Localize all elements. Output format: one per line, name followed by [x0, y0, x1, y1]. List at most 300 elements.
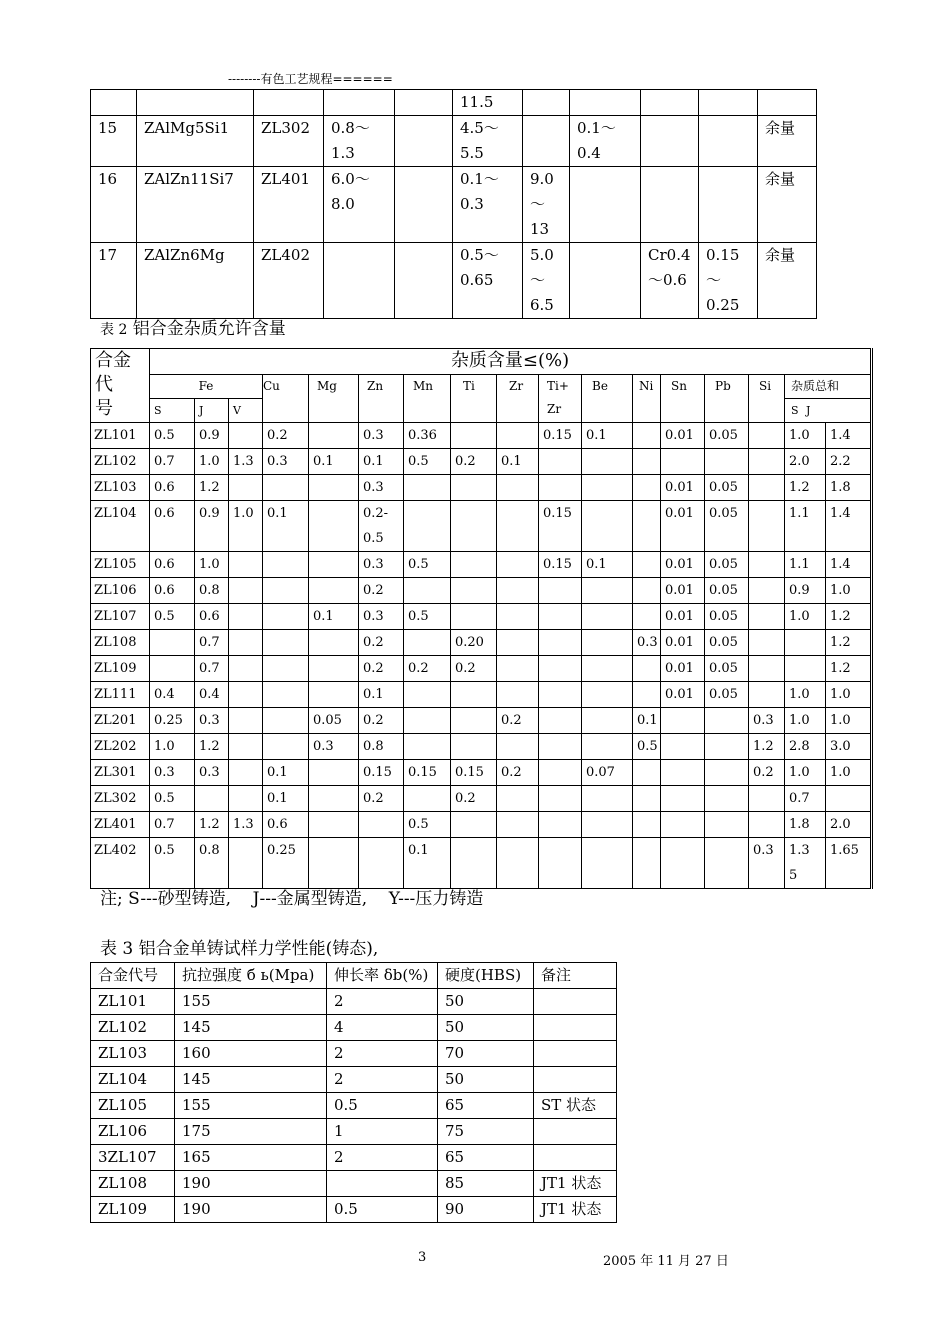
table-cell: 190: [175, 1197, 327, 1223]
table-cell: [749, 812, 785, 838]
table-cell: ZL102: [91, 1015, 175, 1041]
table-cell: [451, 552, 497, 578]
table-cell: [633, 682, 661, 708]
table-cell: [749, 786, 785, 812]
table-cell: [633, 812, 661, 838]
table-cell: [534, 1041, 617, 1067]
table-cell: 190: [175, 1171, 327, 1197]
table-cell: 1.2: [826, 630, 872, 656]
table-cell: 0.3: [359, 604, 404, 630]
table-cell: 0.1: [309, 449, 359, 475]
table-cell: 1: [327, 1119, 438, 1145]
table-cell: 0.3: [309, 734, 359, 760]
table-cell: 155: [175, 989, 327, 1015]
table-cell: [451, 501, 497, 552]
alloy-code-cell: ZL107: [91, 604, 150, 630]
table-cell: 0.01: [661, 475, 705, 501]
table-cell: JT1 状态: [534, 1171, 617, 1197]
header-total: 杂质总和: [785, 375, 872, 399]
table-cell: 0.15 ～ 0.25: [699, 243, 758, 319]
table-cell: [633, 475, 661, 501]
header-ti: Ti: [451, 375, 497, 423]
column-header: 备注: [534, 963, 617, 989]
table-cell: 0.7: [150, 449, 195, 475]
table-cell: [263, 578, 309, 604]
table-cell: JT1 状态: [534, 1197, 617, 1223]
table-cell: [749, 475, 785, 501]
table-cell: [497, 812, 539, 838]
header-pb: Pb: [705, 375, 749, 423]
table-cell: [633, 838, 661, 889]
table-cell: 余量: [758, 243, 817, 319]
table-cell: [661, 812, 705, 838]
table-cell: [451, 734, 497, 760]
table-cell: [582, 630, 633, 656]
table-cell: [404, 630, 451, 656]
table-cell: [539, 604, 582, 630]
table-cell: [534, 1119, 617, 1145]
table-cell: 17: [91, 243, 137, 319]
table-cell: 0.5: [327, 1093, 438, 1119]
table-cell: 0.1: [263, 760, 309, 786]
table-cell: 2: [327, 1067, 438, 1093]
table-cell: 0.01: [661, 552, 705, 578]
table-cell: [699, 90, 758, 116]
table-cell: 2.0: [826, 812, 872, 838]
header-ni: Ni: [633, 375, 661, 423]
table-cell: 0.3: [263, 449, 309, 475]
table-cell: [705, 708, 749, 734]
table-cell: 0.3: [359, 552, 404, 578]
table-cell: 0.01: [661, 682, 705, 708]
table-cell: [229, 682, 263, 708]
table-row: [91, 1197, 617, 1223]
table-cell: [229, 786, 263, 812]
table-cell: [263, 708, 309, 734]
table-cell: 0.8: [195, 838, 229, 889]
table-cell: 15: [91, 116, 137, 167]
table-cell: [404, 734, 451, 760]
table-cell: 0.4: [195, 682, 229, 708]
table-cell: 1.0: [195, 552, 229, 578]
table-cell: 0.2: [359, 786, 404, 812]
table-cell: 3.0: [826, 734, 872, 760]
table-cell: 50: [438, 1067, 534, 1093]
table-cell: [633, 501, 661, 552]
table-cell: [150, 656, 195, 682]
table-cell: 0.2: [359, 708, 404, 734]
header-mg: Mg: [309, 375, 359, 423]
alloy-code-cell: ZL402: [91, 838, 150, 889]
table-cell: 0.6: [150, 501, 195, 552]
table-cell: 0.3: [195, 708, 229, 734]
table-cell: [229, 630, 263, 656]
table-cell: [309, 630, 359, 656]
table-cell: 0.2: [497, 760, 539, 786]
table-cell: ZAlMg5Si1: [137, 116, 254, 167]
table-cell: [582, 786, 633, 812]
table-cell: 1.4: [826, 423, 872, 449]
header-fe-v: V: [229, 399, 263, 423]
table-cell: 0.1: [359, 682, 404, 708]
table-cell: 0.1～ 0.4: [570, 116, 641, 167]
table-cell: ZL104: [91, 1067, 175, 1093]
table-cell: [758, 90, 817, 116]
table-cell: 1.0: [785, 423, 826, 449]
table-cell: [705, 786, 749, 812]
table-cell: 1.2: [826, 604, 872, 630]
table-cell: [395, 90, 453, 116]
table-row: [91, 812, 872, 838]
table-cell: [359, 838, 404, 889]
table-cell: ZL109: [91, 1197, 175, 1223]
table-cell: 0.15: [539, 552, 582, 578]
table-row: [91, 786, 872, 812]
table-cell: [309, 656, 359, 682]
table-cell: [451, 578, 497, 604]
table-cell: [309, 501, 359, 552]
table-cell: 0.15: [359, 760, 404, 786]
table-cell: [451, 604, 497, 630]
alloy-code-cell: ZL106: [91, 578, 150, 604]
table2-caption: [100, 318, 286, 341]
table-cell: [324, 243, 395, 319]
table-cell: [451, 838, 497, 889]
table-cell: 0.2: [497, 708, 539, 734]
table-cell: 4.5～ 5.5: [453, 116, 523, 167]
table-cell: [699, 167, 758, 243]
table-cell: 0.2: [749, 760, 785, 786]
table-cell: 1.0: [150, 734, 195, 760]
table-cell: [582, 501, 633, 552]
table-cell: [451, 423, 497, 449]
table-cell: [451, 708, 497, 734]
table-cell: 2.2: [826, 449, 872, 475]
table-cell: ZL105: [91, 1093, 175, 1119]
table-cell: 0.15: [539, 501, 582, 552]
header-si: Si: [749, 375, 785, 423]
table-cell: [497, 838, 539, 889]
table-cell: 0.1: [633, 708, 661, 734]
table-cell: 0.3: [150, 760, 195, 786]
table-cell: 0.2: [451, 656, 497, 682]
table-cell: 50: [438, 989, 534, 1015]
header-zr: Zr: [497, 375, 539, 423]
table-cell: 0.4: [150, 682, 195, 708]
table-cell: 0.01: [661, 501, 705, 552]
table-cell: 0.9: [195, 423, 229, 449]
table-cell: [749, 630, 785, 656]
table-cell: [539, 578, 582, 604]
table-cell: 1.65: [826, 838, 872, 889]
table-cell: 1.4: [826, 501, 872, 552]
table-cell: 4: [327, 1015, 438, 1041]
table-cell: [826, 786, 872, 812]
table-cell: [749, 501, 785, 552]
table-cell: [582, 656, 633, 682]
page-number: 3: [418, 1250, 427, 1265]
column-header: 抗拉强度 б ь(Mpa): [175, 963, 327, 989]
table-cell: [582, 734, 633, 760]
table-cell: [582, 604, 633, 630]
table-cell: 2: [327, 1145, 438, 1171]
table-cell: 0.05: [309, 708, 359, 734]
table-cell: 1.2: [195, 812, 229, 838]
table-cell: 1.1: [785, 552, 826, 578]
table-cell: 0.9: [195, 501, 229, 552]
table-cell: 0.5: [404, 449, 451, 475]
table-cell: [661, 449, 705, 475]
table-cell: [359, 812, 404, 838]
table-cell: 1.0: [826, 682, 872, 708]
table-cell: ZL402: [254, 243, 324, 319]
table-cell: [633, 656, 661, 682]
table-cell: [570, 90, 641, 116]
table-cell: [661, 786, 705, 812]
table-row: [91, 243, 817, 319]
table-cell: [229, 838, 263, 889]
table-cell: 0.1: [404, 838, 451, 889]
table-cell: [395, 167, 453, 243]
table-cell: [150, 630, 195, 656]
table-cell: [539, 475, 582, 501]
table-cell: [309, 578, 359, 604]
table-cell: 1.3: [229, 812, 263, 838]
table-cell: 70: [438, 1041, 534, 1067]
table-cell: 65: [438, 1093, 534, 1119]
table-cell: [263, 475, 309, 501]
table-cell: ZL106: [91, 1119, 175, 1145]
table2-caption-prefix: 表 2: [100, 322, 128, 338]
table-cell: 85: [438, 1171, 534, 1197]
table-cell: 65: [438, 1145, 534, 1171]
column-header: 硬度(HBS): [438, 963, 534, 989]
table-cell: [705, 838, 749, 889]
table-row: [91, 90, 817, 116]
table-cell: [309, 786, 359, 812]
table-cell: 0.05: [705, 604, 749, 630]
table-cell: 0.5: [150, 423, 195, 449]
table-cell: 0.1: [263, 786, 309, 812]
table-cell: 0.7: [195, 630, 229, 656]
table-cell: 0.05: [705, 630, 749, 656]
table-cell: [661, 760, 705, 786]
table-row: [91, 760, 872, 786]
table-cell: [705, 812, 749, 838]
table-cell: 0.2: [359, 578, 404, 604]
table-cell: 0.15: [451, 760, 497, 786]
table-cell: 2: [327, 989, 438, 1015]
table-cell: [539, 708, 582, 734]
table-cell: [582, 812, 633, 838]
table-cell: [749, 656, 785, 682]
table-row: [91, 1119, 617, 1145]
table-cell: [749, 604, 785, 630]
table-cell: 0.01: [661, 578, 705, 604]
table-row: [91, 604, 872, 630]
table-cell: [497, 682, 539, 708]
page-header-text: --------有色工艺规程======: [228, 72, 393, 86]
table-cell: [263, 630, 309, 656]
table-cell: [229, 760, 263, 786]
table-cell: 0.5: [633, 734, 661, 760]
table-cell: 0.15: [404, 760, 451, 786]
table-cell: 0.8～ 1.3: [324, 116, 395, 167]
table-cell: 0.6: [150, 552, 195, 578]
table-cell: 2.8: [785, 734, 826, 760]
table-row: [91, 656, 872, 682]
table-cell: 165: [175, 1145, 327, 1171]
alloy-code-cell: ZL302: [91, 786, 150, 812]
table-cell: [641, 90, 699, 116]
table-cell: 90: [438, 1197, 534, 1223]
table-cell: [705, 734, 749, 760]
table-cell: [633, 552, 661, 578]
table-cell: 0.5: [404, 812, 451, 838]
table-cell: [195, 786, 229, 812]
table-cell: [497, 734, 539, 760]
table-cell: 0.1: [582, 423, 633, 449]
table-cell: 0.7: [785, 786, 826, 812]
table-row: [91, 449, 872, 475]
table-cell: 0.15: [539, 423, 582, 449]
table-cell: [91, 90, 137, 116]
table-row: [91, 501, 872, 552]
table-cell: 0.3: [749, 708, 785, 734]
table-cell: 0.3: [749, 838, 785, 889]
table-cell: [539, 734, 582, 760]
table-cell: [539, 786, 582, 812]
table-cell: [309, 423, 359, 449]
table-cell: 2.0: [785, 449, 826, 475]
table-cell: [309, 475, 359, 501]
table-cell: 0.05: [705, 656, 749, 682]
header-impurity-title: 杂质含量≤(%): [150, 349, 872, 375]
table-cell: 75: [438, 1119, 534, 1145]
table-cell: 0.1: [263, 501, 309, 552]
table-cell: 0.01: [661, 604, 705, 630]
table-cell: 0.2: [451, 786, 497, 812]
table-cell: 155: [175, 1093, 327, 1119]
table-cell: [263, 682, 309, 708]
table-cell: ZL401: [254, 167, 324, 243]
table-cell: 0.6: [150, 475, 195, 501]
table-cell: [661, 708, 705, 734]
alloy-code-cell: ZL401: [91, 812, 150, 838]
table-cell: 145: [175, 1067, 327, 1093]
table-cell: 1.8: [785, 812, 826, 838]
table-cell: 1.2: [749, 734, 785, 760]
table-cell: 0.7: [195, 656, 229, 682]
table-cell: [404, 501, 451, 552]
table-cell: 0.8: [359, 734, 404, 760]
table-cell: [785, 656, 826, 682]
header-cu: Cu: [263, 375, 309, 423]
header-fe-j: J: [195, 399, 229, 423]
table-cell: 0.05: [705, 423, 749, 449]
table-cell: [582, 475, 633, 501]
table-cell: 0.01: [661, 656, 705, 682]
table-cell: [137, 90, 254, 116]
table-cell: 0.01: [661, 423, 705, 449]
header-zn: Zn: [359, 375, 404, 423]
table-cell: 0.05: [705, 501, 749, 552]
table-row: [91, 1041, 617, 1067]
table-cell: [327, 1171, 438, 1197]
table-row: [91, 1067, 617, 1093]
table-cell: 0.05: [705, 682, 749, 708]
table-cell: 0.9: [785, 578, 826, 604]
table-cell: 0.3: [633, 630, 661, 656]
table-row: [91, 1145, 617, 1171]
table-cell: [229, 578, 263, 604]
table-cell: [749, 423, 785, 449]
table-cell: [661, 734, 705, 760]
table-cell: 160: [175, 1041, 327, 1067]
table-cell: 0.3: [195, 760, 229, 786]
table-cell: [661, 838, 705, 889]
impurity-table: [90, 348, 873, 889]
table-cell: [404, 475, 451, 501]
table-row: [91, 167, 817, 243]
composition-table-continued: [90, 89, 817, 319]
table-cell: [497, 656, 539, 682]
table-cell: 1.0: [826, 760, 872, 786]
header-total-sj: S J: [785, 399, 872, 423]
table-cell: [582, 682, 633, 708]
alloy-code-cell: ZL105: [91, 552, 150, 578]
table-cell: 16: [91, 167, 137, 243]
table-cell: 0.5: [150, 786, 195, 812]
table-row: [91, 578, 872, 604]
table-cell: 0.01: [661, 630, 705, 656]
column-header: 合金代号: [91, 963, 175, 989]
table-cell: 0.05: [705, 475, 749, 501]
table-cell: [633, 604, 661, 630]
header-ti-zr: Ti+ Zr: [539, 375, 582, 423]
table-cell: ZL302: [254, 116, 324, 167]
alloy-code-cell: ZL102: [91, 449, 150, 475]
table-cell: [263, 604, 309, 630]
table-row: [91, 552, 872, 578]
table-cell: [641, 116, 699, 167]
table-cell: [705, 449, 749, 475]
table-cell: [539, 838, 582, 889]
table-cell: 0.3: [359, 423, 404, 449]
table-cell: 0.2: [359, 630, 404, 656]
table-cell: 9.0 ～ 13: [523, 167, 570, 243]
table-cell: 175: [175, 1119, 327, 1145]
table-cell: 145: [175, 1015, 327, 1041]
alloy-code-cell: ZL101: [91, 423, 150, 449]
table3-caption: 表 3 铝合金单铸试样力学性能(铸态),: [100, 939, 379, 959]
table-cell: [539, 449, 582, 475]
table-cell: 0.6: [150, 578, 195, 604]
table-cell: [705, 760, 749, 786]
table-cell: 0.5: [404, 604, 451, 630]
table-cell: [633, 578, 661, 604]
table-cell: ST 状态: [534, 1093, 617, 1119]
table-cell: 0.36: [404, 423, 451, 449]
table-cell: 0.1: [359, 449, 404, 475]
table-cell: 1.2: [195, 734, 229, 760]
table-cell: [497, 423, 539, 449]
table-cell: [749, 552, 785, 578]
table-cell: [523, 116, 570, 167]
table-row: [91, 708, 872, 734]
table-cell: [633, 449, 661, 475]
table-cell: [534, 1145, 617, 1171]
